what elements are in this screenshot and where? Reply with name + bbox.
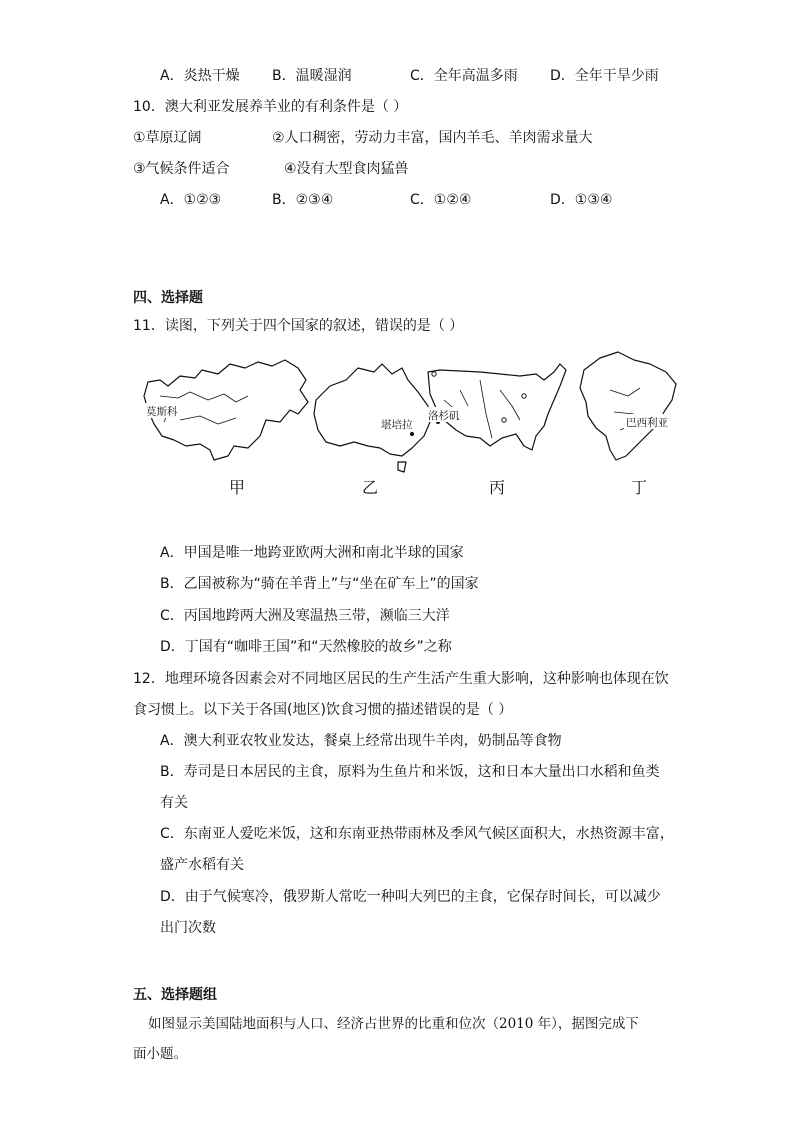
q10-option-c: C．①②④ [410, 192, 472, 208]
q11-option-b: B．乙国被称为“骑在羊背上”与“坐在矿车上”的国家 [160, 576, 479, 592]
brasilia-label: 巴西利亚 [626, 417, 668, 429]
brazil-outline [580, 352, 676, 460]
q12-option-b-line-1: B．寿司是日本居民的主食，原料为生鱼片和米饭，这和日本大量出口水稻和鱼类 [160, 764, 660, 780]
q12-stem-line-1: 12．地理环境各因素会对不同地区居民的生产生活产生重大影响，这种影响也体现在饮 [133, 671, 669, 687]
q9-option-d: D．全年干旱少雨 [550, 68, 659, 84]
q11-option-d: D．丁国有“咖啡王国”和“天然橡胶的故乡”之称 [160, 639, 452, 655]
q9-option-a: A．炎热干燥 [160, 68, 240, 84]
q10-condition-3: ③气候条件适合 [133, 161, 230, 177]
q12-option-c-line-1: C．东南亚人爱吃米饭，这和东南亚热带雨林及季风气候区面积大，水热资源丰富， [160, 826, 674, 842]
country-label-ding: 丁 [631, 478, 648, 497]
q10-condition-1: ①草原辽阔 [133, 130, 202, 146]
q9-option-c: C．全年高温多雨 [410, 68, 518, 84]
q9-option-b: B．温暖湿润 [272, 68, 352, 84]
country-label-bing: 丙 [489, 478, 506, 497]
q10-option-b: B．②③④ [272, 192, 334, 208]
section-5-intro-line-2: 面小题。 [133, 1046, 187, 1062]
country-label-yi: 乙 [362, 478, 379, 497]
q12-option-d-line-1: D．由于气候寒冷，俄罗斯人常吃一种叫大列巴的主食，它保存时间长，可以减少 [160, 889, 661, 905]
moscow-label: 莫斯科 [146, 406, 178, 418]
q12-stem-line-2: 食习惯上。以下关于各国(地区)饮食习惯的描述错误的是（ ） [133, 702, 513, 718]
q12-option-d-line-2: 出门次数 [160, 920, 216, 936]
q11-option-a: A．甲国是唯一地跨亚欧两大洲和南北半球的国家 [160, 545, 464, 561]
four-countries-map [140, 350, 700, 500]
q11-stem: 11．读图，下列关于四个国家的叙述，错误的是（ ） [133, 318, 464, 334]
country-label-jia: 甲 [229, 478, 246, 497]
q10-option-d: D．①③④ [550, 192, 613, 208]
canberra-label: 堪培拉 [381, 419, 413, 431]
q10-condition-4: ④没有大型食肉猛兽 [284, 161, 409, 177]
section-4-title: 四、选择题 [133, 290, 203, 306]
q10-stem: 10．澳大利亚发展养羊业的有利条件是（ ） [133, 99, 408, 115]
q11-option-c: C．丙国地跨两大洲及寒温热三带，濒临三大洋 [160, 608, 450, 624]
q10-option-a: A．①②③ [160, 192, 222, 208]
los-angeles-label: 洛杉矶 [428, 410, 460, 422]
q12-option-b-line-2: 有关 [160, 795, 188, 811]
q12-option-c-line-2: 盛产水稻有关 [160, 857, 244, 873]
q12-option-a: A．澳大利亚农牧业发达，餐桌上经常出现牛羊肉，奶制品等食物 [160, 733, 562, 749]
section-5-intro-line-1: 如图显示美国陆地面积与人口、经济占世界的比重和位次（2010 年），据图完成下 [148, 1016, 639, 1032]
section-5-title: 五、选择题组 [133, 987, 217, 1003]
q10-condition-2: ②人口稠密，劳动力丰富，国内羊毛、羊肉需求量大 [272, 130, 593, 146]
